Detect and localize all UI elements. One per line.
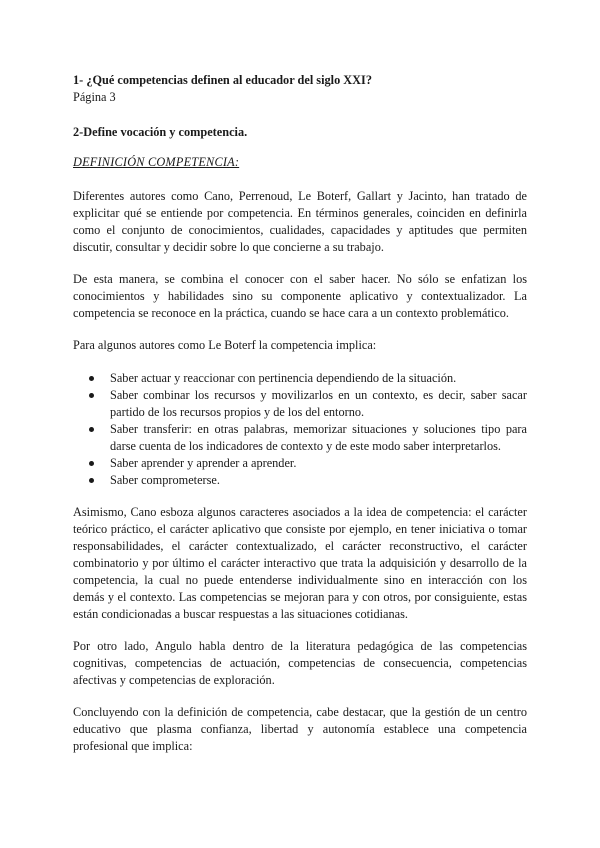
question-2-heading: 2-Define vocación y competencia. bbox=[73, 125, 248, 139]
list-item bbox=[110, 455, 527, 472]
page-reference: Página 3 bbox=[73, 90, 116, 104]
document-content bbox=[73, 72, 527, 755]
paragraph-definition: Diferentes autores como Cano, Perrenoud, Le Boterf, Gallart y Jacinto, han tratado de explicitar qué se entiende por competencia. En términos generales, coinciden en definirla como el conjunto de conocimientos, cualidades, capacidades y aptitudes que permiten discutir, consultar y decidir sobre lo que concierne a su trabajo. bbox=[73, 189, 527, 254]
list-item bbox=[110, 387, 527, 421]
competence-list bbox=[73, 370, 527, 489]
paragraph-conclusion: Concluyendo con la definición de competencia, cabe destacar, que la gestión de un centro educativo que plasma confianza, libertad y autonomía establece una competencia profesional que implica: bbox=[73, 705, 527, 753]
paragraph-combination: De esta manera, se combina el conocer con el saber hacer. No sólo se enfatizan los conocimientos y habilidades sino su componente aplicativo y contextualizador. La competencia se reconoce en la práctica, cuando se hace cara a un contexto problemático. bbox=[73, 272, 527, 320]
bullet-icon bbox=[89, 461, 94, 466]
list-item bbox=[110, 421, 527, 455]
paragraph-cano-characters: Asimismo, Cano esboza algunos caracteres asociados a la idea de competencia: el carácter teórico práctico, el carácter aplicativo que consiste por ejemplo, en tener iniciativa o tomar responsabilidades, el carácter contextualizado, el carácter reconstructivo, el carácter combinatorio y por último el carácter interactivo que trata la adquisición y desarrollo de la competencia, la cual no puede entenderse individualmente sino en interacción con los demás y el contexto. Las competencias se mejoran para y con otros, por consiguiente, estas están condicionadas a buscar respuestas a las situaciones cotidianas. bbox=[73, 505, 527, 621]
list-item bbox=[110, 370, 527, 387]
list-item-text: Saber aprender y aprender a aprender. bbox=[110, 456, 297, 470]
bullet-icon bbox=[89, 427, 94, 432]
paragraph-le-boterf-intro: Para algunos autores como Le Boterf la competencia implica: bbox=[73, 338, 377, 352]
bullet-icon bbox=[89, 393, 94, 398]
bullet-icon bbox=[89, 478, 94, 483]
bullet-icon bbox=[89, 376, 94, 381]
list-item-text: Saber comprometerse. bbox=[110, 473, 220, 487]
list-item-text: Saber combinar los recursos y movilizarlos en un contexto, es decir, saber sacar partido de los recursos propios y de los del entorno. bbox=[110, 388, 527, 419]
paragraph-angulo: Por otro lado, Angulo habla dentro de la literatura pedagógica de las competencias cognitivas, competencias de actuación, competencias de consecuencia, competencias afectivas y competencias de exploración. bbox=[73, 639, 527, 687]
question-1-heading: 1- ¿Qué competencias definen al educador del siglo XXI? bbox=[73, 73, 372, 87]
section-title: DEFINICIÓN COMPETENCIA: bbox=[73, 155, 240, 169]
list-item-text: Saber transferir: en otras palabras, memorizar situaciones y soluciones tipo para darse cuenta de los indicadores de contexto y de este modo saber interpretarlos. bbox=[110, 422, 527, 453]
list-item bbox=[110, 472, 527, 489]
list-item-text: Saber actuar y reaccionar con pertinencia dependiendo de la situación. bbox=[110, 371, 457, 385]
